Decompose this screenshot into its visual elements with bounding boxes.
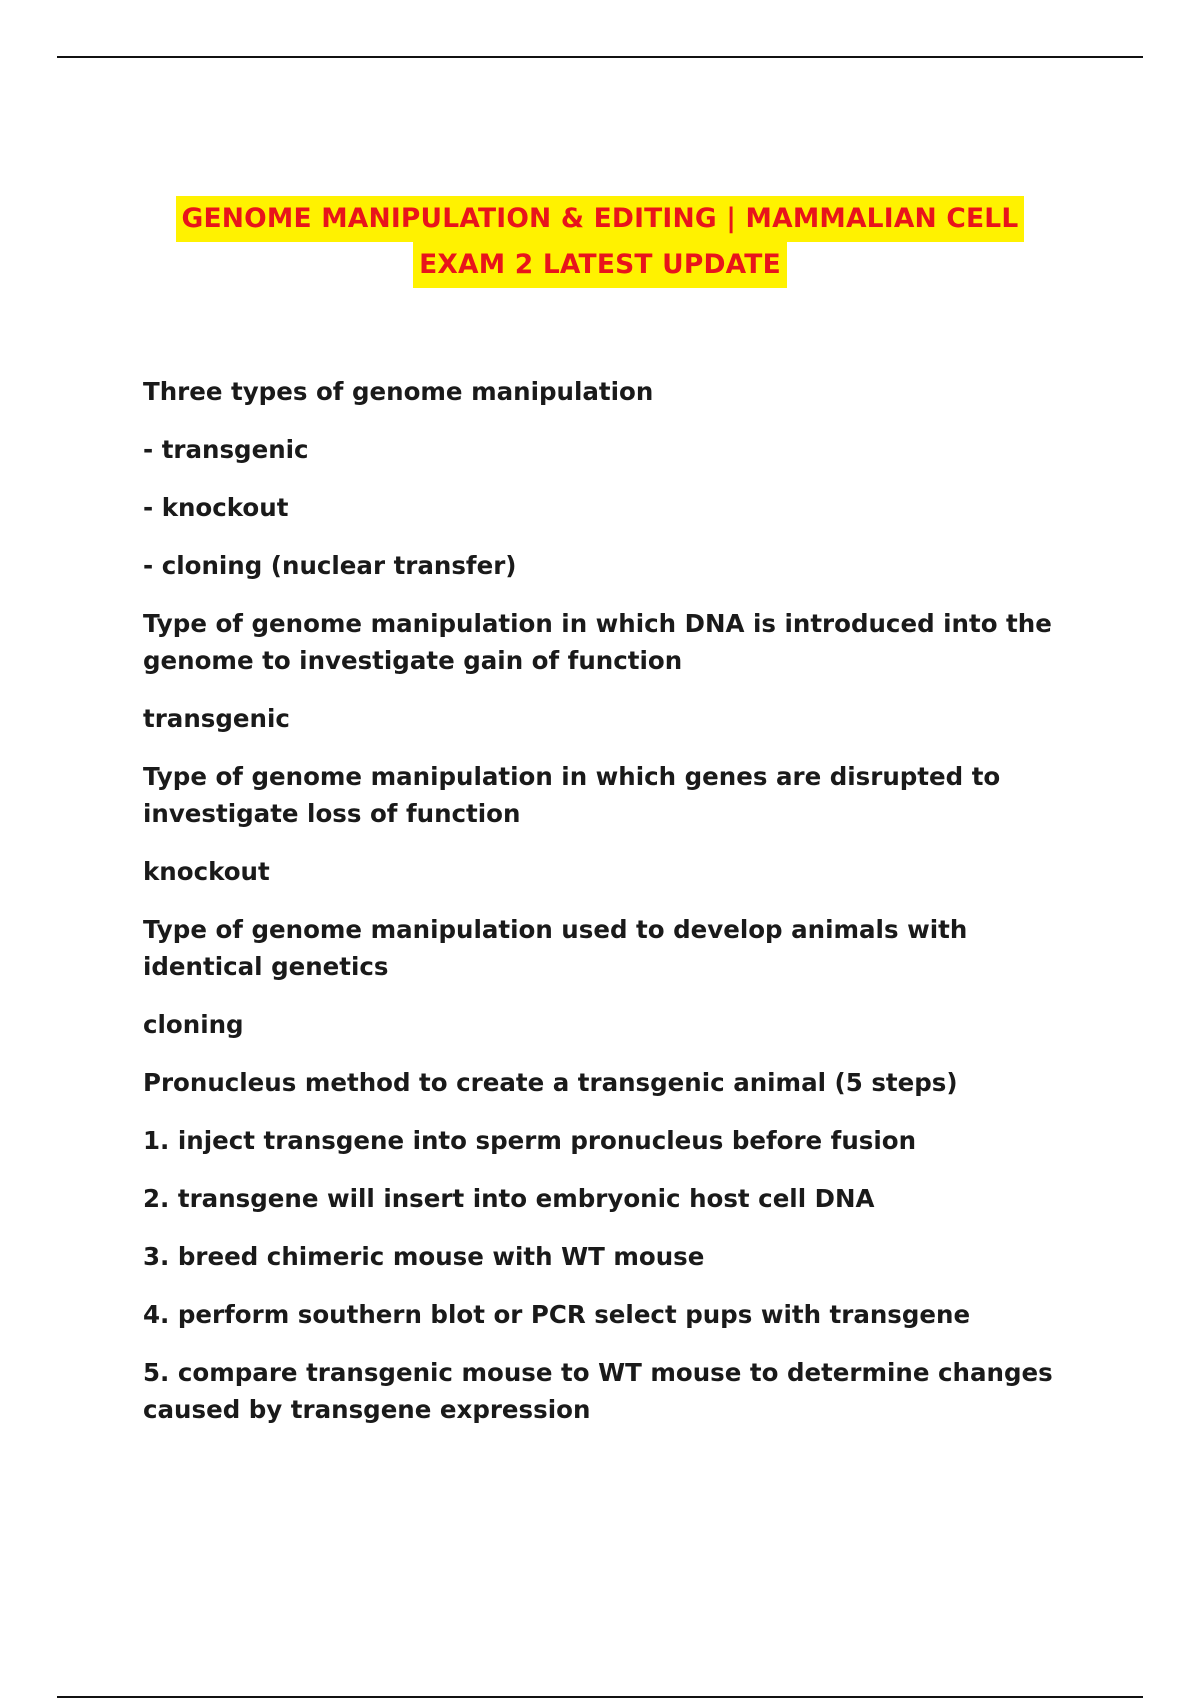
step-4: 4. perform southern blot or PCR select pups with transgene — [143, 1300, 971, 1329]
document-body — [143, 373, 1093, 1449]
question-loss-of-function: Type of genome manipulation in which genes are disrupted to investigate loss of function — [143, 762, 1001, 828]
list-item-knockout: - knockout — [143, 493, 289, 522]
list-item-transgenic: - transgenic — [143, 435, 309, 464]
question-identical-genetics: Type of genome manipulation used to develop animals with identical genetics — [143, 915, 968, 981]
answer-knockout: knockout — [143, 857, 270, 886]
question-pronucleus-method: Pronucleus method to create a transgenic animal (5 steps) — [143, 1068, 958, 1097]
bottom-rule — [57, 1696, 1143, 1698]
document-title — [0, 196, 1200, 288]
step-1: 1. inject transgene into sperm pronucleus before fusion — [143, 1126, 917, 1155]
step-5: 5. compare transgenic mouse to WT mouse to determine changes caused by transgene expression — [143, 1358, 1053, 1424]
answer-cloning: cloning — [143, 1010, 244, 1039]
answer-transgenic: transgenic — [143, 704, 290, 733]
title-line-1: GENOME MANIPULATION & EDITING | MAMMALIAN CELL — [176, 196, 1025, 242]
step-3: 3. breed chimeric mouse with WT mouse — [143, 1242, 705, 1271]
title-line-2: EXAM 2 LATEST UPDATE — [413, 242, 787, 288]
question-three-types: Three types of genome manipulation — [143, 377, 654, 406]
list-item-cloning: - cloning (nuclear transfer) — [143, 551, 517, 580]
step-2: 2. transgene will insert into embryonic host cell DNA — [143, 1184, 875, 1213]
top-rule — [57, 56, 1143, 58]
question-gain-of-function: Type of genome manipulation in which DNA is introduced into the genome to investigate gain of function — [143, 609, 1052, 675]
